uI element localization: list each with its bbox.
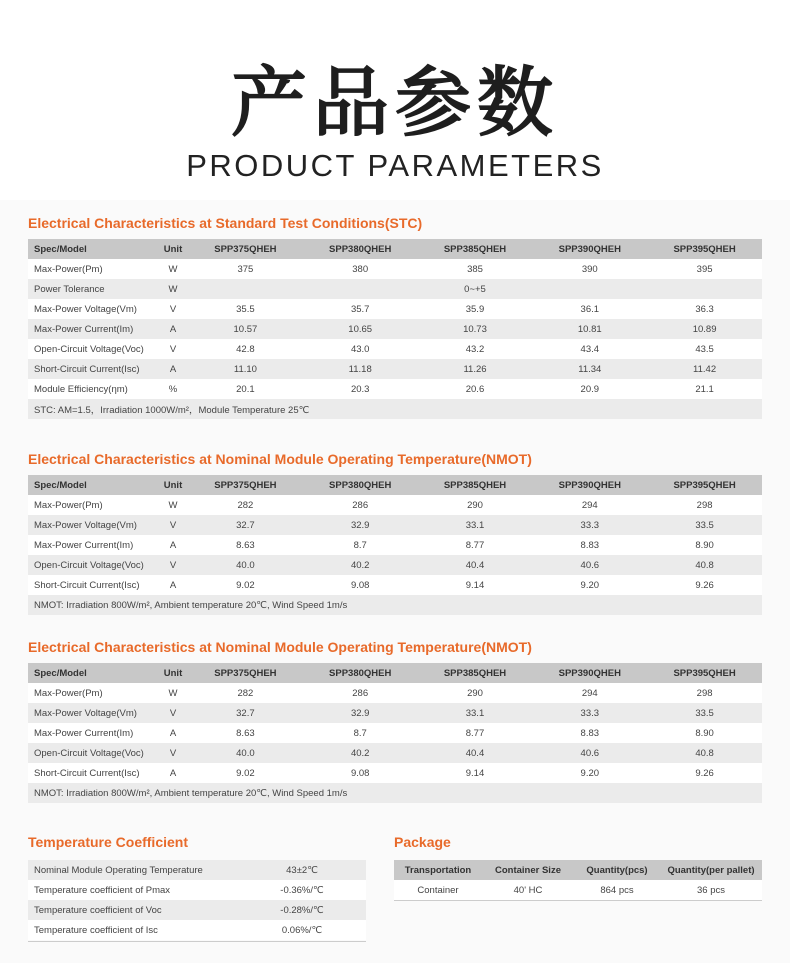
unit-cell: V: [158, 743, 188, 763]
value-cell: 375: [188, 259, 303, 279]
nmot-section-title-2: Electrical Characteristics at Nominal Module Operating Temperature(NMOT): [28, 639, 532, 655]
header-model: SPP385QHEH: [418, 663, 533, 683]
table-row: [28, 683, 762, 703]
unit-cell: V: [158, 555, 188, 575]
value-cell: 9.26: [647, 575, 762, 595]
header-model: SPP395QHEH: [647, 663, 762, 683]
spec-name: Max-Power Current(Im): [28, 319, 158, 339]
header-spec: Spec/Model: [28, 663, 158, 683]
value-cell: 9.02: [188, 763, 303, 783]
value-cell: 8.83: [532, 535, 647, 555]
unit-cell: V: [158, 515, 188, 535]
package-cell: 36 pcs: [660, 880, 762, 900]
header-spec: Spec/Model: [28, 239, 158, 259]
value-cell: 32.9: [303, 703, 418, 723]
value-cell: 8.63: [188, 535, 303, 555]
value-cell: 33.3: [532, 515, 647, 535]
value-cell: 36.3: [647, 299, 762, 319]
value-cell: 40.4: [418, 743, 533, 763]
header-model: SPP385QHEH: [418, 239, 533, 259]
unit-cell: V: [158, 339, 188, 359]
value-cell: 11.34: [532, 359, 647, 379]
header-model: SPP390QHEH: [532, 663, 647, 683]
value-cell: 10.65: [303, 319, 418, 339]
package-cell: 864 pcs: [574, 880, 660, 900]
header-model: SPP395QHEH: [647, 475, 762, 495]
value-cell: 40.0: [188, 743, 303, 763]
value-cell: 40.8: [647, 743, 762, 763]
table-row: [28, 299, 762, 319]
value-cell: 43.2: [418, 339, 533, 359]
value-cell: 395: [647, 259, 762, 279]
spec-name: Max-Power Current(Im): [28, 535, 158, 555]
table-row: [28, 319, 762, 339]
header-model: SPP395QHEH: [647, 239, 762, 259]
value-cell: 40.2: [303, 743, 418, 763]
spec-name: Short-Circuit Current(Isc): [28, 359, 158, 379]
value-cell: 20.3: [303, 379, 418, 399]
note-row: [28, 399, 762, 419]
header-model: SPP375QHEH: [188, 239, 303, 259]
package-header: Transportation: [394, 860, 482, 880]
unit-cell: W: [158, 259, 188, 279]
value-cell: 33.3: [532, 703, 647, 723]
value-cell: 20.9: [532, 379, 647, 399]
value-cell: 40.4: [418, 555, 533, 575]
header-model: SPP375QHEH: [188, 663, 303, 683]
temperature-table-container: [28, 858, 366, 942]
value-cell: 33.5: [647, 515, 762, 535]
value-cell: 20.6: [418, 379, 533, 399]
value-cell: 390: [532, 259, 647, 279]
nmot-section-title-1: Electrical Characteristics at Nominal Module Operating Temperature(NMOT): [28, 451, 532, 467]
page-title-english: PRODUCT PARAMETERS: [186, 148, 604, 183]
note-text: NMOT: Irradiation 800W/m², Ambient temperature 20℃, Wind Speed 1m/s: [28, 595, 762, 615]
nmot-table-1: [28, 475, 762, 615]
table-row: [394, 880, 762, 900]
package-header: Container Size: [482, 860, 574, 880]
nmot-table-2: [28, 663, 762, 803]
unit-cell: W: [158, 495, 188, 515]
note-row: [28, 595, 762, 615]
unit-cell: W: [158, 683, 188, 703]
value-cell: 8.77: [418, 723, 533, 743]
table-row: [28, 920, 366, 940]
unit-cell: A: [158, 319, 188, 339]
header-model: SPP380QHEH: [303, 663, 418, 683]
value-cell: 35.5: [188, 299, 303, 319]
value-cell: 9.14: [418, 763, 533, 783]
value-cell: 21.1: [647, 379, 762, 399]
unit-cell: A: [158, 575, 188, 595]
value-cell: 385: [418, 259, 533, 279]
table-row: [28, 339, 762, 359]
spec-name: Max-Power(Pm): [28, 683, 158, 703]
value-cell: 43.4: [532, 339, 647, 359]
coefficient-value: -0.28%/℃: [238, 900, 366, 920]
value-cell: 286: [303, 683, 418, 703]
coefficient-name: Nominal Module Operating Temperature: [28, 860, 238, 880]
value-cell: 42.8: [188, 339, 303, 359]
table-row: [28, 555, 762, 575]
note-text: NMOT: Irradiation 800W/m², Ambient temperature 20℃, Wind Speed 1m/s: [28, 783, 762, 803]
table-header-row: [28, 663, 762, 683]
package-section-title: Package: [394, 834, 451, 850]
spec-name: Open-Circuit Voltage(Voc): [28, 743, 158, 763]
value-cell: 11.42: [647, 359, 762, 379]
value-cell: 8.7: [303, 723, 418, 743]
value-cell: 33.1: [418, 703, 533, 723]
spec-name: Max-Power Voltage(Vm): [28, 515, 158, 535]
value-cell: 9.20: [532, 575, 647, 595]
table-row: [28, 880, 366, 900]
unit-cell: %: [158, 379, 188, 399]
value-cell: 8.7: [303, 535, 418, 555]
unit-cell: A: [158, 359, 188, 379]
coefficient-value: 43±2℃: [238, 860, 366, 880]
value-cell: 10.81: [532, 319, 647, 339]
spec-name: Max-Power Voltage(Vm): [28, 703, 158, 723]
unit-cell: V: [158, 299, 188, 319]
value-cell: 294: [532, 495, 647, 515]
package-cell: Container: [394, 880, 482, 900]
value-cell: 40.0: [188, 555, 303, 575]
table-row: [28, 535, 762, 555]
table-row: [28, 575, 762, 595]
value-cell: 33.1: [418, 515, 533, 535]
value-cell: 8.90: [647, 723, 762, 743]
value-cell: 298: [647, 495, 762, 515]
value-cell: 9.02: [188, 575, 303, 595]
value-cell: 11.10: [188, 359, 303, 379]
value-cell: 8.63: [188, 723, 303, 743]
table-row: [28, 900, 366, 920]
table-row: [28, 495, 762, 515]
value-cell: 9.08: [303, 575, 418, 595]
table-row: [28, 763, 762, 783]
value-cell: 10.73: [418, 319, 533, 339]
temperature-section-title: Temperature Coefficient: [28, 834, 188, 850]
table-row: [28, 743, 762, 763]
value-cell: 40.6: [532, 555, 647, 575]
package-header: Quantity(pcs): [574, 860, 660, 880]
coefficient-value: -0.36%/℃: [238, 880, 366, 900]
spec-name: Module Efficiency(ηm): [28, 379, 158, 399]
table-header-row: [28, 475, 762, 495]
spec-name: Open-Circuit Voltage(Voc): [28, 555, 158, 575]
coefficient-value: 0.06%/℃: [238, 920, 366, 940]
value-cell: 32.9: [303, 515, 418, 535]
value-cell: 10.89: [647, 319, 762, 339]
value-cell: 40.6: [532, 743, 647, 763]
value-cell: 9.08: [303, 763, 418, 783]
header-spec: Spec/Model: [28, 475, 158, 495]
value-cell: 286: [303, 495, 418, 515]
spec-name: Max-Power Current(Im): [28, 723, 158, 743]
page-title-chinese: 产品参数: [231, 58, 559, 147]
header-model: SPP380QHEH: [303, 239, 418, 259]
table-header-row: [28, 239, 762, 259]
unit-cell: A: [158, 535, 188, 555]
value-cell: 11.18: [303, 359, 418, 379]
table-row: [28, 279, 762, 299]
table-row: [28, 703, 762, 723]
value-cell: 32.7: [188, 515, 303, 535]
unit-cell: A: [158, 723, 188, 743]
header-model: SPP380QHEH: [303, 475, 418, 495]
package-cell: 40' HC: [482, 880, 574, 900]
spec-name: Open-Circuit Voltage(Voc): [28, 339, 158, 359]
unit-cell: A: [158, 763, 188, 783]
package-table: [394, 860, 762, 900]
value-cell: 10.57: [188, 319, 303, 339]
unit-cell: V: [158, 703, 188, 723]
package-header: Quantity(per pallet): [660, 860, 762, 880]
value-cell: 380: [303, 259, 418, 279]
table-row: [28, 359, 762, 379]
header-model: SPP385QHEH: [418, 475, 533, 495]
table-row: [28, 723, 762, 743]
value-cell: 9.26: [647, 763, 762, 783]
note-text: STC: AM=1.5，Irradiation 1000W/m²，Module Temperature 25℃: [28, 399, 762, 419]
table-row: [28, 259, 762, 279]
table-row: [28, 515, 762, 535]
temperature-table: [28, 860, 366, 940]
header-model: SPP375QHEH: [188, 475, 303, 495]
spec-name: Max-Power(Pm): [28, 495, 158, 515]
value-cell: 8.83: [532, 723, 647, 743]
coefficient-name: Temperature coefficient of Voc: [28, 900, 238, 920]
value-cell: 9.20: [532, 763, 647, 783]
header-unit: Unit: [158, 239, 188, 259]
value-cell: 43.0: [303, 339, 418, 359]
spec-name: Max-Power(Pm): [28, 259, 158, 279]
table-row: [28, 860, 366, 880]
value-cell: 33.5: [647, 703, 762, 723]
value-cell: 0~+5: [188, 279, 762, 299]
value-cell: 11.26: [418, 359, 533, 379]
header-model: SPP390QHEH: [532, 239, 647, 259]
value-cell: 298: [647, 683, 762, 703]
note-row: [28, 783, 762, 803]
table-header-row: [394, 860, 762, 880]
value-cell: 290: [418, 495, 533, 515]
spec-name: Short-Circuit Current(Isc): [28, 575, 158, 595]
value-cell: 40.2: [303, 555, 418, 575]
value-cell: 32.7: [188, 703, 303, 723]
header-model: SPP390QHEH: [532, 475, 647, 495]
stc-section-title: Electrical Characteristics at Standard Test Conditions(STC): [28, 215, 423, 231]
package-table-container: [394, 858, 762, 901]
value-cell: 20.1: [188, 379, 303, 399]
value-cell: 8.77: [418, 535, 533, 555]
value-cell: 40.8: [647, 555, 762, 575]
spec-name: Power Tolerance: [28, 279, 158, 299]
value-cell: 294: [532, 683, 647, 703]
value-cell: 35.7: [303, 299, 418, 319]
spec-name: Max-Power Voltage(Vm): [28, 299, 158, 319]
header-unit: Unit: [158, 663, 188, 683]
value-cell: 35.9: [418, 299, 533, 319]
header-unit: Unit: [158, 475, 188, 495]
coefficient-name: Temperature coefficient of Pmax: [28, 880, 238, 900]
value-cell: 36.1: [532, 299, 647, 319]
value-cell: 9.14: [418, 575, 533, 595]
table-row: [28, 379, 762, 399]
value-cell: 290: [418, 683, 533, 703]
value-cell: 43.5: [647, 339, 762, 359]
value-cell: 282: [188, 683, 303, 703]
value-cell: 8.90: [647, 535, 762, 555]
stc-table: [28, 239, 762, 419]
value-cell: 282: [188, 495, 303, 515]
coefficient-name: Temperature coefficient of Isc: [28, 920, 238, 940]
unit-cell: W: [158, 279, 188, 299]
spec-name: Short-Circuit Current(Isc): [28, 763, 158, 783]
